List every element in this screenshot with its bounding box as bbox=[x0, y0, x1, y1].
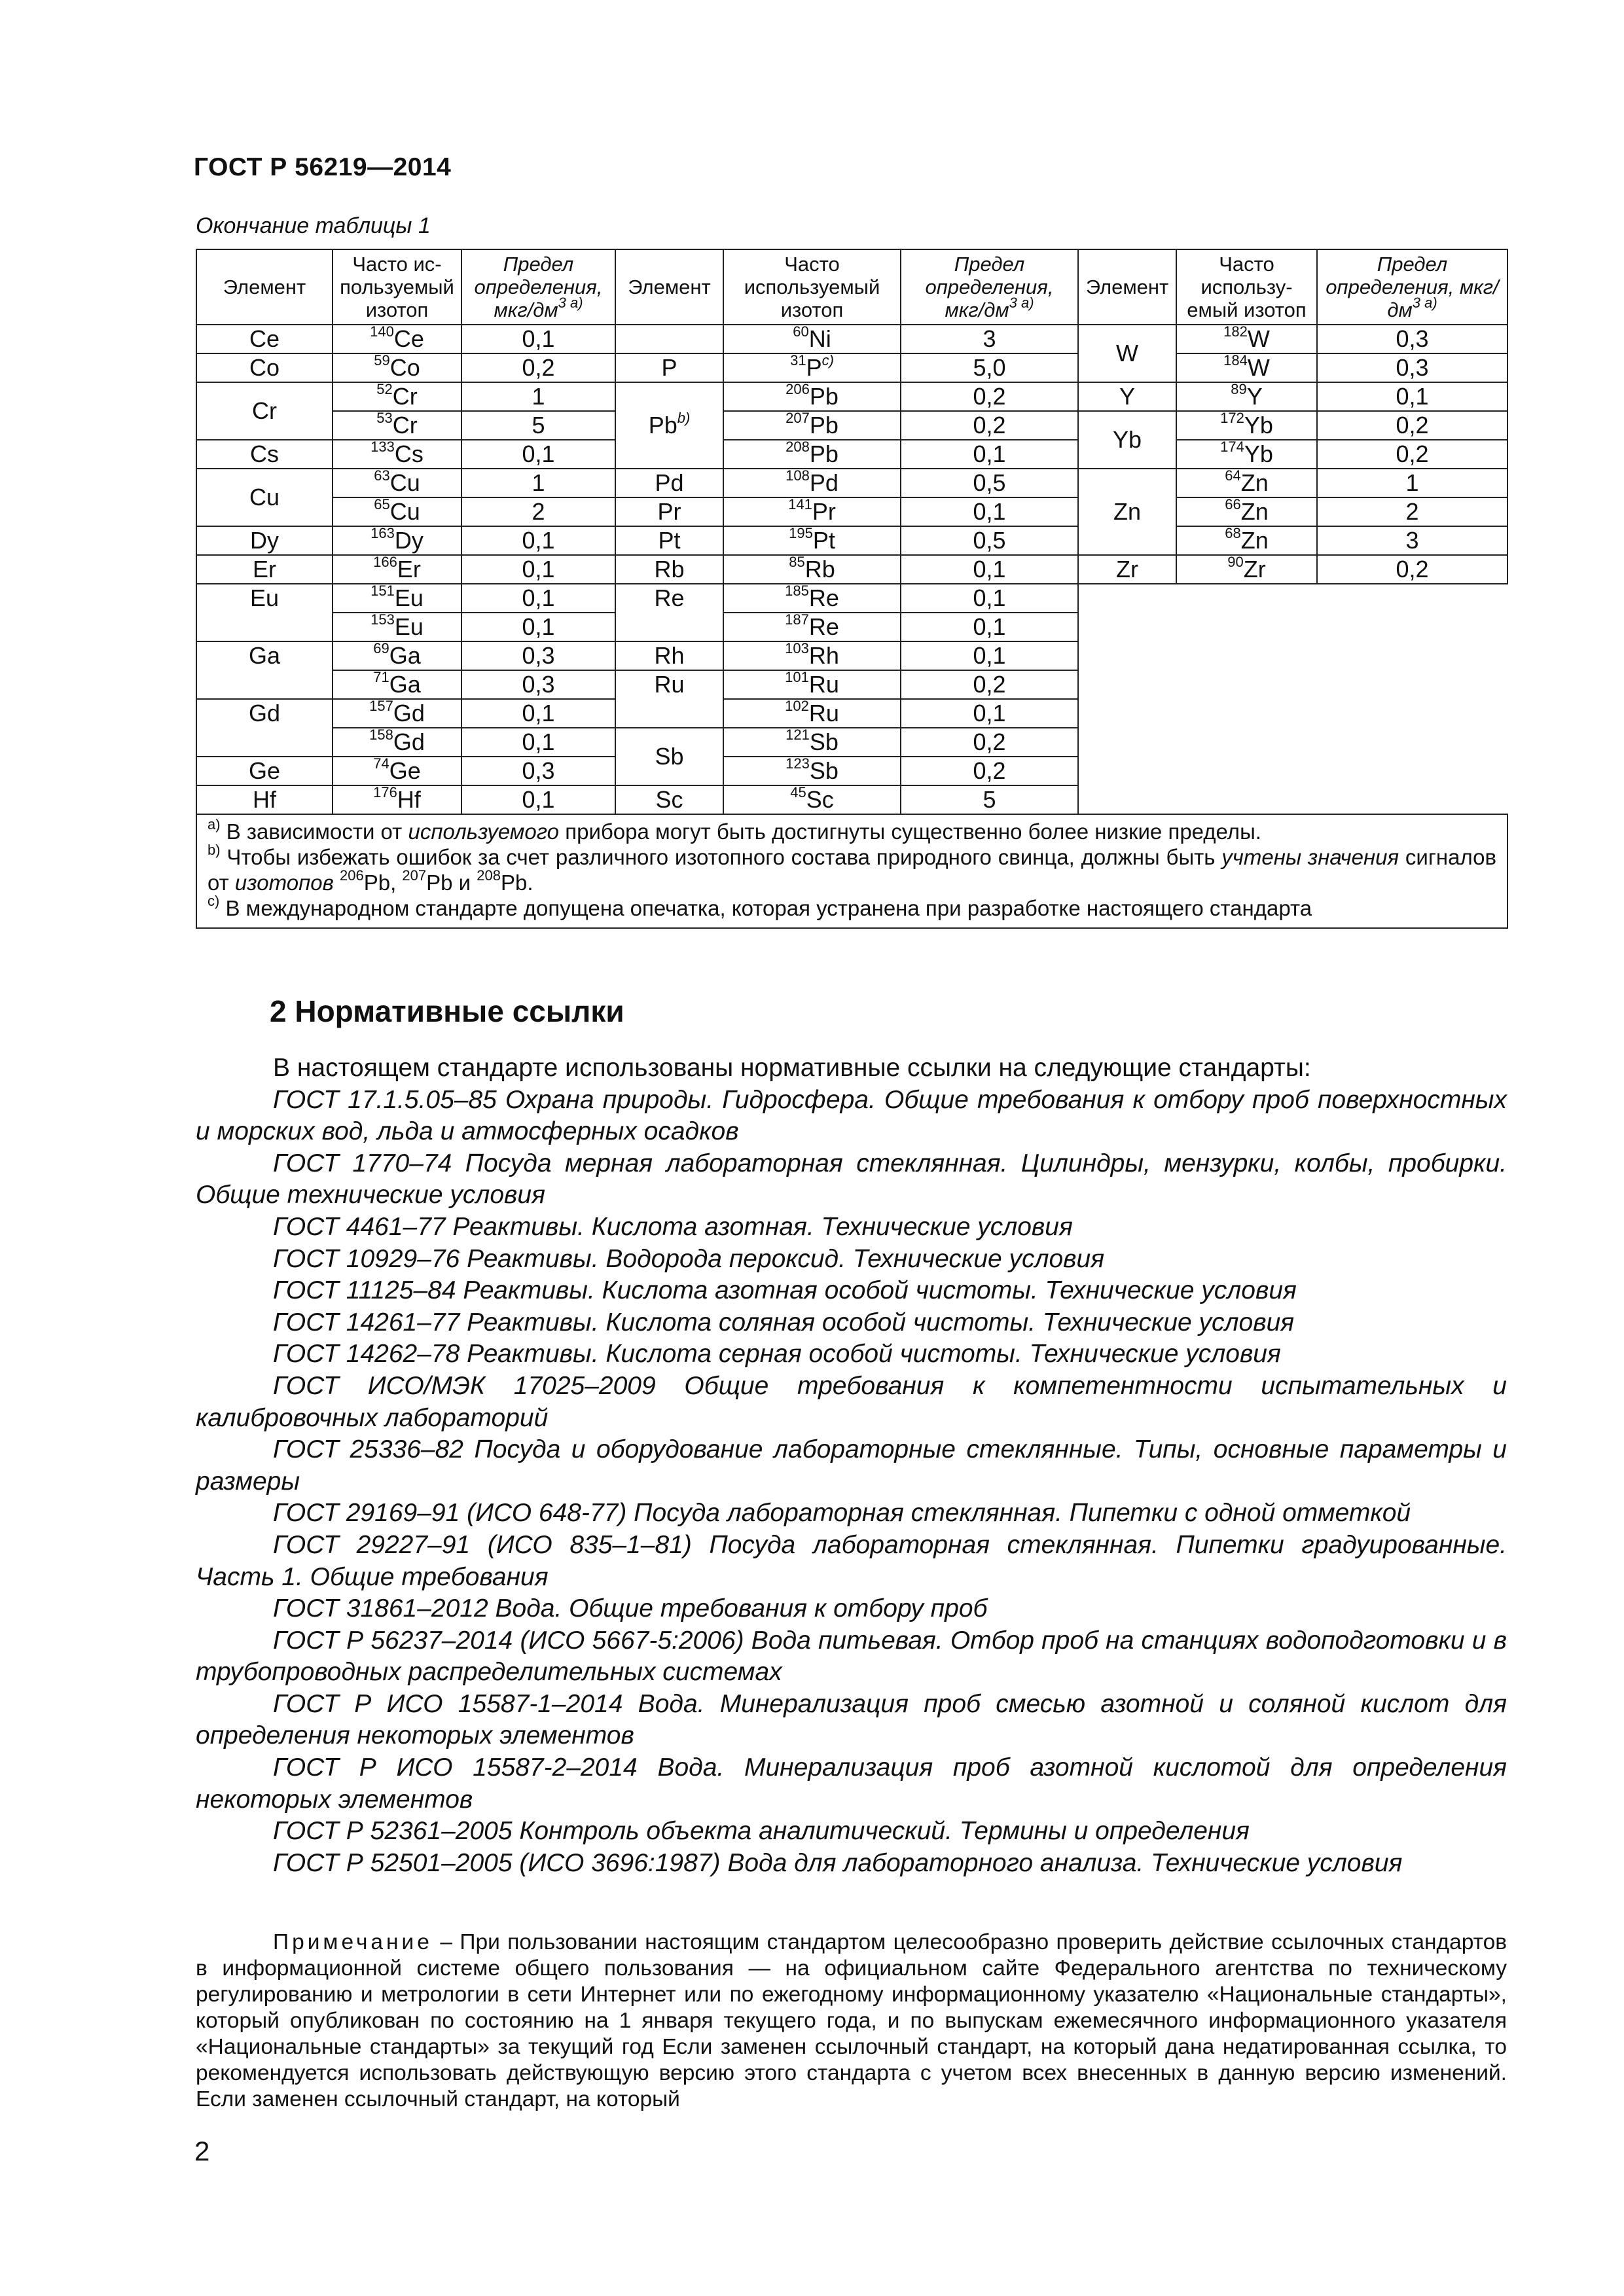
reference-item: ГОСТ Р 56237–2014 (ИСО 5667-5:2006) Вода питьевая. Отбор проб на станциях водоподготовки и в трубопроводных распределительных системах bbox=[196, 1626, 1507, 1687]
element-cell: Ge bbox=[196, 757, 333, 785]
element-cell: Rb bbox=[615, 555, 723, 584]
reference-item: ГОСТ 29169–91 (ИСО 648-77) Посуда лабораторная стеклянная. Пипетки с одной отметкой bbox=[273, 1499, 1411, 1528]
isotope-cell: $^{174}$Yb bbox=[1176, 440, 1317, 469]
isotope-cell: $^{69}$Ga bbox=[333, 641, 461, 670]
note-text: При пользовании настоящим стандартом целесообразно проверить действие ссылочных стандартов в информационной системе общего пользования — на официальном сайте Федерального агентства по техническому регулированию и метрологии в сети Интернет или по ежегодному информационному указателю «Национальные стандарты», который опубликован по состоянию на 1 января текущего года, и по выпускам ежемесячного информационного указателя «Национальные стандарты» за текущий год Если заменен ссылочный стандарт, на который дана недатированная ссылка, то рекомендуется использовать действующую версию этого стандарта с учетом всех внесенных в данную версию изменений. Если заменен ссылочный стандарт, на который bbox=[196, 1930, 1507, 2111]
table-footnotes-row bbox=[196, 814, 1507, 928]
element-cell: Gd bbox=[196, 699, 333, 757]
header-isotope-2: Часто используемый изотоп bbox=[723, 249, 901, 325]
table-row bbox=[196, 555, 1507, 584]
isotope-cell: $^{166}$Er bbox=[333, 555, 461, 584]
header-element-3: Элемент bbox=[1078, 249, 1176, 325]
limit-cell: 0,2 bbox=[901, 757, 1078, 785]
limit-cell: 0,2 bbox=[1317, 411, 1507, 440]
isotope-table bbox=[196, 249, 1508, 929]
limit-cell: 0,1 bbox=[901, 440, 1078, 469]
element-cell: W bbox=[1078, 325, 1176, 382]
limit-cell: 0,5 bbox=[901, 469, 1078, 497]
table-row bbox=[196, 411, 1507, 440]
empty-area bbox=[1078, 584, 1507, 814]
isotope-cell: $^{59}$Co bbox=[333, 353, 461, 382]
limit-cell: 2 bbox=[461, 497, 615, 526]
table-footnotes bbox=[196, 814, 1507, 928]
element-cell: Dy bbox=[196, 526, 333, 555]
isotope-cell: $^{64}$Zn bbox=[1176, 469, 1317, 497]
isotope-cell: $^{103}$Rh bbox=[723, 641, 901, 670]
table-row bbox=[196, 353, 1507, 382]
limit-cell: 0,1 bbox=[461, 526, 615, 555]
element-cell: Pd bbox=[615, 469, 723, 497]
reference-item: ГОСТ 29227–91 (ИСО 835–1–81) Посуда лабораторная стеклянная. Пипетки градуированные. Часть 1. Общие требования bbox=[196, 1530, 1507, 1591]
limit-cell: 0,2 bbox=[1317, 555, 1507, 584]
element-cell: Pt bbox=[615, 526, 723, 555]
limit-cell: 1 bbox=[461, 382, 615, 411]
element-cell: Pr bbox=[615, 497, 723, 526]
element-cell: Cu bbox=[196, 469, 333, 526]
table-row bbox=[196, 440, 1507, 469]
limit-cell: 0,2 bbox=[901, 411, 1078, 440]
element-cell: Pb$^{b)}$ bbox=[615, 382, 723, 469]
limit-cell: 0,2 bbox=[901, 670, 1078, 699]
limit-cell: 0,1 bbox=[901, 555, 1078, 584]
element-cell: Cr bbox=[196, 382, 333, 440]
limit-cell: 0,5 bbox=[901, 526, 1078, 555]
isotope-cell: $^{60}$Ni bbox=[723, 325, 901, 353]
reference-item: ГОСТ Р 52361–2005 Контроль объекта аналитический. Термины и определения bbox=[273, 1817, 1250, 1846]
isotope-cell: $^{185}$Re bbox=[723, 584, 901, 613]
isotope-cell: $^{187}$Re bbox=[723, 613, 901, 641]
element-cell bbox=[615, 325, 723, 353]
reference-item: ГОСТ 1770–74 Посуда мерная лабораторная стеклянная. Цилиндры, мензурки, колбы, пробирки. Общие технические условия bbox=[196, 1149, 1507, 1210]
limit-cell: 0,2 bbox=[901, 382, 1078, 411]
header-isotope-1: Часто ис-пользуемый изотоп bbox=[333, 249, 461, 325]
limit-cell: 2 bbox=[1317, 497, 1507, 526]
element-cell: P bbox=[615, 353, 723, 382]
isotope-cell: $^{89}$Y bbox=[1176, 382, 1317, 411]
element-cell: Hf bbox=[196, 785, 333, 814]
footnote-b: $^{b)}$ Чтобы избежать ошибок за счет различного изотопного состава природного свинца, должны быть учтены значения сигналов от изотопов $^{206}$Pb, $^{207}$Pb и $^{208}$Pb. bbox=[208, 842, 1496, 895]
limit-cell: 0,3 bbox=[1317, 353, 1507, 382]
reference-item: ГОСТ Р ИСО 15587-2–2014 Вода. Минерализация проб азотной кислотой для определения некоторых элементов bbox=[196, 1753, 1507, 1814]
isotope-cell: $^{207}$Pb bbox=[723, 411, 901, 440]
limit-cell: 0,1 bbox=[461, 699, 615, 728]
isotope-cell: $^{182}$W bbox=[1176, 325, 1317, 353]
section-heading: 2 Нормативные ссылки bbox=[270, 994, 624, 1028]
isotope-cell: $^{53}$Cr bbox=[333, 411, 461, 440]
isotope-cell: $^{66}$Zn bbox=[1176, 497, 1317, 526]
isotope-cell: $^{31}P^{c)}$ bbox=[723, 353, 901, 382]
limit-cell: 0,1 bbox=[901, 497, 1078, 526]
table-row bbox=[196, 497, 1507, 526]
isotope-cell: $^{163}$Dy bbox=[333, 526, 461, 555]
limit-cell: 0,3 bbox=[461, 670, 615, 699]
isotope-cell: $^{208}$Pb bbox=[723, 440, 901, 469]
limit-cell: 0,2 bbox=[1317, 440, 1507, 469]
isotope-cell: $^{63}$Cu bbox=[333, 469, 461, 497]
limit-cell: 5 bbox=[901, 785, 1078, 814]
isotope-cell: $^{195}$Pt bbox=[723, 526, 901, 555]
header-element-1: Элемент bbox=[196, 249, 333, 325]
limit-cell: 0,3 bbox=[1317, 325, 1507, 353]
isotope-cell: $^{68}$Zn bbox=[1176, 526, 1317, 555]
isotope-cell: $^{206}$Pb bbox=[723, 382, 901, 411]
isotope-cell: $^{172}$Yb bbox=[1176, 411, 1317, 440]
reference-item: ГОСТ 11125–84 Реактивы. Кислота азотная особой чистоты. Технические условия bbox=[273, 1276, 1297, 1305]
isotope-cell: $^{140}$Ce bbox=[333, 325, 461, 353]
isotope-cell: $^{123}$Sb bbox=[723, 757, 901, 785]
element-cell: Ga bbox=[196, 641, 333, 699]
limit-cell: 0,1 bbox=[901, 584, 1078, 613]
limit-cell: 3 bbox=[1317, 526, 1507, 555]
isotope-cell: $^{65}$Cu bbox=[333, 497, 461, 526]
reference-item: ГОСТ 31861–2012 Вода. Общие требования к отбору проб bbox=[273, 1594, 988, 1623]
header-element-2: Элемент bbox=[615, 249, 723, 325]
reference-item: ГОСТ 14262–78 Реактивы. Кислота серная особой чистоты. Технические условия bbox=[273, 1340, 1281, 1369]
limit-cell: 0,1 bbox=[461, 584, 615, 613]
limit-cell: 5,0 bbox=[901, 353, 1078, 382]
element-cell: Yb bbox=[1078, 411, 1176, 469]
isotope-cell: $^{121}$Sb bbox=[723, 728, 901, 757]
limit-cell: 0,1 bbox=[461, 555, 615, 584]
footnote-a: $^{a)}$ В зависимости от используемого прибора могут быть достигнуты существенно более низкие пределы. bbox=[208, 816, 1261, 844]
element-cell: Sb bbox=[615, 728, 723, 785]
references-lead: В настоящем стандарте использованы нормативные ссылки на следующие стандарты: bbox=[273, 1054, 1311, 1082]
table-row bbox=[196, 382, 1507, 411]
reference-item: ГОСТ ИСО/МЭК 17025–2009 Общие требования к компетентности испытательных и калибровочных лабораторий bbox=[196, 1371, 1507, 1432]
document-code: ГОСТ Р 56219—2014 bbox=[194, 153, 452, 181]
header-limit-2: Предел определения, мкг/$дм^{3 a)}$ bbox=[901, 249, 1078, 325]
isotope-cell: $^{71}$Ga bbox=[333, 670, 461, 699]
reference-item: ГОСТ 14261–77 Реактивы. Кислота соляная особой чистоты. Технические условия bbox=[273, 1308, 1295, 1336]
isotope-cell: $^{157}$Gd bbox=[333, 699, 461, 728]
element-cell: Cs bbox=[196, 440, 333, 469]
isotope-cell: $^{101}$Ru bbox=[723, 670, 901, 699]
limit-cell: 5 bbox=[461, 411, 615, 440]
limit-cell: 0,1 bbox=[1317, 382, 1507, 411]
limit-cell: 0,2 bbox=[901, 728, 1078, 757]
element-cell: Re bbox=[615, 584, 723, 641]
header-limit-3: Предел определения, мкг/$дм^{3 a)}$ bbox=[1317, 249, 1507, 325]
limit-cell: 0,1 bbox=[461, 613, 615, 641]
isotope-cell: $^{52}$Cr bbox=[333, 382, 461, 411]
limit-cell: 0,1 bbox=[461, 728, 615, 757]
note-label: Примечание bbox=[273, 1930, 433, 1954]
limit-cell: 0,1 bbox=[461, 440, 615, 469]
isotope-cell: $^{151}$Eu bbox=[333, 584, 461, 613]
isotope-cell: $^{158}$Gd bbox=[333, 728, 461, 757]
element-cell: Sc bbox=[615, 785, 723, 814]
limit-cell: 0,1 bbox=[901, 641, 1078, 670]
element-cell: Co bbox=[196, 353, 333, 382]
element-cell: Rh bbox=[615, 641, 723, 670]
table-row bbox=[196, 584, 1507, 613]
element-cell: Eu bbox=[196, 584, 333, 641]
references-note: Примечание – При пользовании настоящим стандартом целесообразно проверить действие ссылочных стандартов в информационной системе общего пользования — на официальном сайте Федерального агентства по техническому регулированию и метрологии в сети Интернет или по ежегодному информационному указателю «Национальные стандарты», который опубликован по состоянию на 1 января текущего года, и по выпускам ежемесячного информационного указателя «Национальные стандарты» за текущий год Если заменен ссылочный стандарт, на который дана недатированная ссылка, то рекомендуется использовать действующую версию этого стандарта с учетом всех внесенных в данную версию изменений. Если заменен ссылочный стандарт, на который bbox=[196, 1930, 1507, 2111]
isotope-cell: $^{45}$Sc bbox=[723, 785, 901, 814]
isotope-cell: $^{184}$W bbox=[1176, 353, 1317, 382]
reference-item: ГОСТ 25336–82 Посуда и оборудование лабораторные стеклянные. Типы, основные параметры и размеры bbox=[196, 1435, 1507, 1496]
limit-cell: 0,3 bbox=[461, 641, 615, 670]
table-header-row bbox=[196, 249, 1507, 325]
limit-cell: 1 bbox=[461, 469, 615, 497]
isotope-cell: $^{85}$Rb bbox=[723, 555, 901, 584]
isotope-cell: $^{74}$Ge bbox=[333, 757, 461, 785]
element-cell: Y bbox=[1078, 382, 1176, 411]
table-row bbox=[196, 469, 1507, 497]
reference-item: ГОСТ 17.1.5.05–85 Охрана природы. Гидросфера. Общие требования к отбору проб поверхностных и морских вод, льда и атмосферных осадков bbox=[196, 1085, 1507, 1146]
isotope-cell: $^{108}$Pd bbox=[723, 469, 901, 497]
table-row bbox=[196, 325, 1507, 353]
element-cell: Er bbox=[196, 555, 333, 584]
limit-cell: 0,2 bbox=[461, 353, 615, 382]
limit-cell: 0,1 bbox=[461, 785, 615, 814]
header-isotope-3: Часто использу-емый изотоп bbox=[1176, 249, 1317, 325]
reference-item: ГОСТ 10929–76 Реактивы. Водорода пероксид. Технические условия bbox=[273, 1244, 1105, 1273]
reference-item: ГОСТ 4461–77 Реактивы. Кислота азотная. Технические условия bbox=[273, 1212, 1073, 1241]
limit-cell: 0,3 bbox=[461, 757, 615, 785]
normative-references bbox=[196, 1052, 1507, 1879]
limit-cell: 1 bbox=[1317, 469, 1507, 497]
reference-item: ГОСТ Р 52501–2005 (ИСО 3696:1987) Вода для лабораторного анализа. Технические условия bbox=[273, 1848, 1403, 1877]
limit-cell: 0,1 bbox=[901, 613, 1078, 641]
element-cell: Ru bbox=[615, 670, 723, 728]
element-cell: Ce bbox=[196, 325, 333, 353]
isotope-cell: $^{133}$Cs bbox=[333, 440, 461, 469]
limit-cell: 0,1 bbox=[461, 325, 615, 353]
limit-cell: 3 bbox=[901, 325, 1078, 353]
isotope-cell: $^{141}$Pr bbox=[723, 497, 901, 526]
isotope-cell: $^{176}$Hf bbox=[333, 785, 461, 814]
table-row bbox=[196, 526, 1507, 555]
element-cell: Zr bbox=[1078, 555, 1176, 584]
reference-item: ГОСТ Р ИСО 15587-1–2014 Вода. Минерализация проб смесью азотной и соляной кислот для определения некоторых элементов bbox=[196, 1689, 1507, 1750]
isotope-cell: $^{90}$Zr bbox=[1176, 555, 1317, 584]
header-limit-1: Предел определения, мкг/$дм^{3 a)}$ bbox=[461, 249, 615, 325]
element-cell: Zn bbox=[1078, 469, 1176, 555]
page-number: 2 bbox=[194, 2136, 210, 2166]
isotope-cell: $^{153}$Eu bbox=[333, 613, 461, 641]
isotope-cell: $^{102}$Ru bbox=[723, 699, 901, 728]
table-caption: Окончание таблицы 1 bbox=[196, 213, 431, 238]
footnote-c: $^{c)}$ В международном стандарте допущена опечатка, которая устранена при разработке настоящего стандарта bbox=[208, 893, 1312, 920]
limit-cell: 0,1 bbox=[901, 699, 1078, 728]
